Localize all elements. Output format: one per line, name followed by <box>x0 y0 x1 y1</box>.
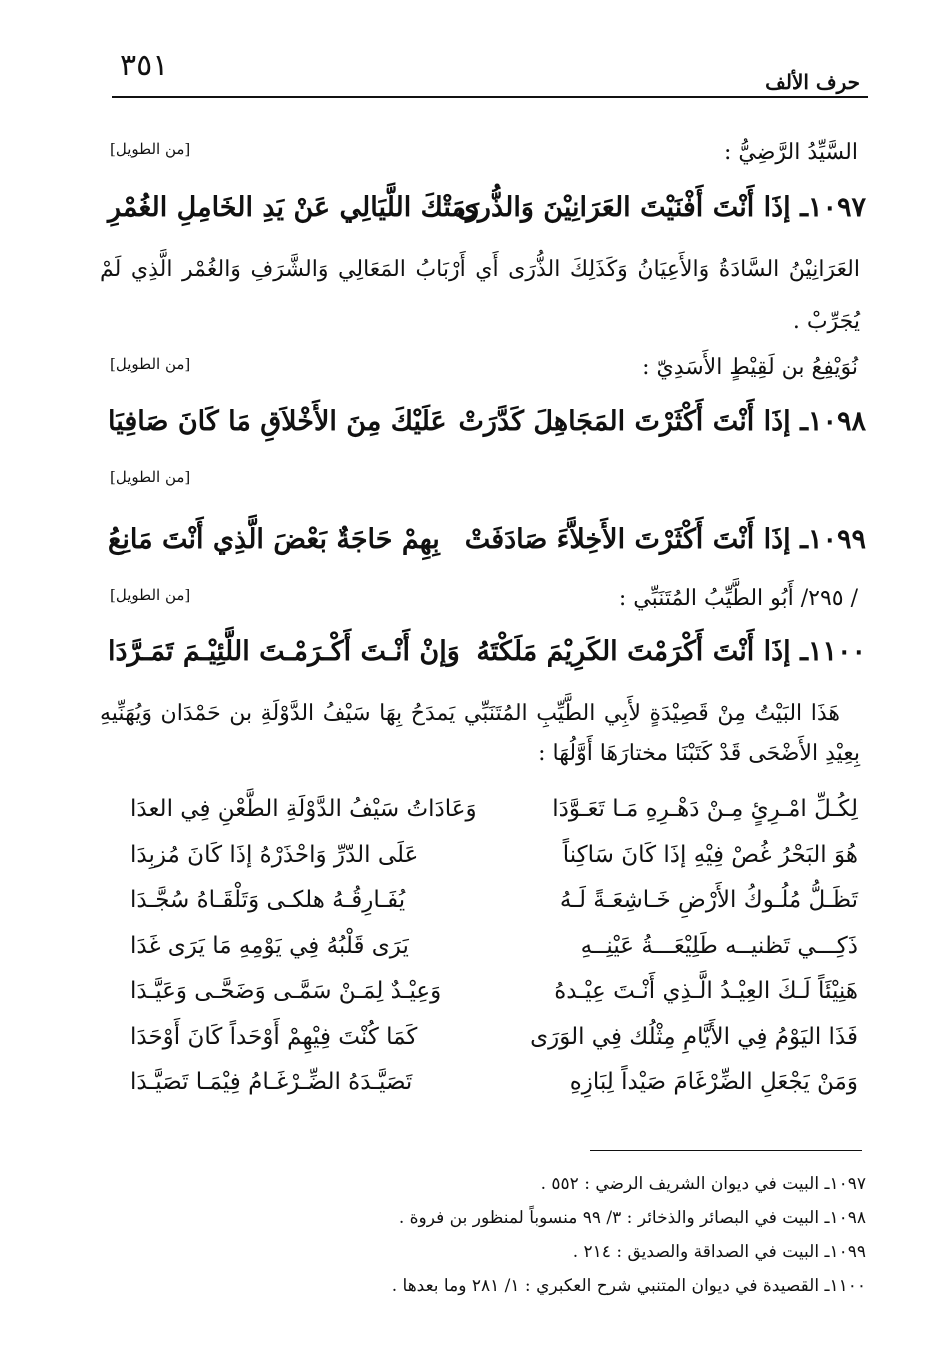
poet-name: السَّيِّدُ الرَّضِيُّ : <box>724 140 858 165</box>
poem-hemistich-left: يُفَـارِقُـهُ هلكـى وَتَلْقَـاهُ سُجَّـدَا <box>130 887 406 913</box>
verse-first-hemistich: ١٠٩٩ـ إذَا أَنْتَ أَكْثَرْتَ الأَخِلاَّءَ صَادَفَتْ <box>464 524 866 555</box>
poem-hemistich-left: كَمَا كُنْتَ فِيْهِمْ أَوْحَداً كَانَ أَوْحَدَا <box>130 1024 418 1050</box>
meter-label: [من الطويل] <box>110 140 191 158</box>
poem-hemistich-left: وَعِيْـدٌ لِمَـنْ سَمَّـى وَضَحَّـى وَعَيَّـدَا <box>130 978 442 1004</box>
meter-label: [من الطويل] <box>110 586 191 604</box>
poet-name: نُوَيْفِعُ بن لَقِيْطٍ الأَسَدِيّ : <box>642 355 858 380</box>
header-rule <box>112 96 868 98</box>
footnote: ١١٠٠ـ القصيدة في ديوان المتنبي شرح العكبري : ١/ ٢٨١ وما بعدها . <box>391 1276 866 1296</box>
verse-second-hemistich: وَإنْ أَنْـتَ أَكْـرَمْـتَ اللَّئِيْـمَ تَمَـرَّدَا <box>108 636 460 667</box>
verse-number: ١٠٩٨ـ <box>800 406 866 437</box>
footnote-rule <box>590 1150 862 1151</box>
verse-second-hemistich: بِهِمْ حَاجَةٌ بَعْضَ الَّذِي أَنْتَ مَانِعُ <box>108 524 440 555</box>
verse-first-hemistich: ١٠٩٨ـ إذَا أَنْتَ أَكْثَرْتَ المَجَاهِلَ كَدَّرَتْ <box>458 406 866 437</box>
footnote: ١٠٩٧ـ البيت في ديوان الشريف الرضي : ٥٥٢ . <box>540 1174 866 1194</box>
poet-name: / ٢٩٥/ أَبُو الطَّيِّبُ المُتَنَبِّي : <box>618 586 858 611</box>
verse-number: ١٠٩٩ـ <box>800 524 866 555</box>
poem-hemistich-left: تَصَيَّـدَهُ الضِّـرْغَـامُ فِيْمَـا تَصَيَّـدَا <box>130 1069 413 1095</box>
poem-hemistich-right: تَظَـلُّ مُلُـوكُ الأَرْضِ خَـاشِعَـةً لَـهُ <box>559 887 858 913</box>
commentary: العَرَانِيْنُ السَّادَةُ وَالأَعِيَانُ وَكَذَلِكَ الذُّرَى أَي أَرْبَابُ المَعَالِي وَالشَّرَفِ وَالغُمْر الَّذِي لَمْ يُجَرِّبْ . <box>100 257 860 334</box>
poem-hemistich-left: يَرَى قَلْبُهُ فِي يَوْمِهِ مَا يَرَى غَدَا <box>130 933 409 959</box>
meter-label: [من الطويل] <box>110 468 191 486</box>
poem-hemistich-left: عَلَى الدّرِّ وَاحْذَرْهُ إذَا كَانَ مُزبِدَا <box>130 842 419 868</box>
verse-number: ١٠٩٧ـ <box>800 192 866 223</box>
verse-first-hemistich: ١٠٩٧ـ إذَا أَنْتَ أَفْنَيْتَ العَرَانِيْنَ وَالذُّرى <box>456 192 866 223</box>
footnote: ١٠٩٨ـ البيت في البصائر والذخائر : ٣/ ٩٩ منسوباً لمنظور بن فروة . <box>398 1208 866 1228</box>
verse-number: ١١٠٠ـ <box>800 636 866 667</box>
poem-hemistich-right: ذَكِـــي تَظنيــه طَلِيْعَـــةُ عَيْنِــهِ <box>580 933 858 959</box>
verse-first-hemistich: ١١٠٠ـ إذَا أَنْتَ أَكْرَمْتَ الكَرِيْمَ مَلَكْتَهُ <box>476 636 866 667</box>
verse-second-hemistich: رَمَتْكَ اللَّيَالِي عَنْ يَدِ الخَامِلِ الغُمْرِ <box>108 192 480 223</box>
poem-hemistich-left: وَعَادَاتُ سَيْفُ الدَّوْلَةِ الطَّعْنِ فِي العدَا <box>130 796 477 822</box>
commentary: هَذَا البَيْتُ مِنْ قَصِيْدَةٍ لأَبِي الطَّيِّبِ المُتَنَبِّي يَمدَحُ بِهَا سَيْفُ الدَّوْلَةِ بن حَمْدَان وَيُهَنِّيهِ بِعِيْدِ الأَضْحَى قَدْ كَتَبْنَا مختارَهَا أَوَّلُهَا : <box>100 701 860 766</box>
poem-hemistich-right: وَمَنْ يَجْعَلِ الضِّرْغَامَ صَيْداً لِبَازِهِ <box>569 1069 858 1095</box>
page-number: ٣٥١ <box>120 48 169 83</box>
chapter-title: حرف الألف <box>765 70 860 94</box>
footnote: ١٠٩٩ـ البيت في الصداقة والصديق : ٢١٤ . <box>572 1242 866 1262</box>
verse-second-hemistich: عَلَيْكَ مِنَ الأَخْلاَقِ مَا كَانَ صَافِيَا <box>108 406 447 437</box>
poem-hemistich-right: هَنِيْئَاً لَـكَ العِيْـدُ الَّـذِي أَنْـتَ عِيْـدهُ <box>554 978 858 1004</box>
poem-hemistich-right: لِكُـلِّ امْـرِئٍ مِـنْ دَهْـرِهِ مَـا تَعَـوَّدَا <box>552 796 858 822</box>
poem-hemistich-right: هُوَ البَحْرُ غُصْ فِيْهِ إذَا كَانَ سَاكِناً <box>562 842 858 868</box>
meter-label: [من الطويل] <box>110 355 191 373</box>
poem-hemistich-right: فَذَا اليَوْمُ فِي الأَيَّامِ مِثْلُك فِي الوَرَى <box>530 1024 858 1050</box>
